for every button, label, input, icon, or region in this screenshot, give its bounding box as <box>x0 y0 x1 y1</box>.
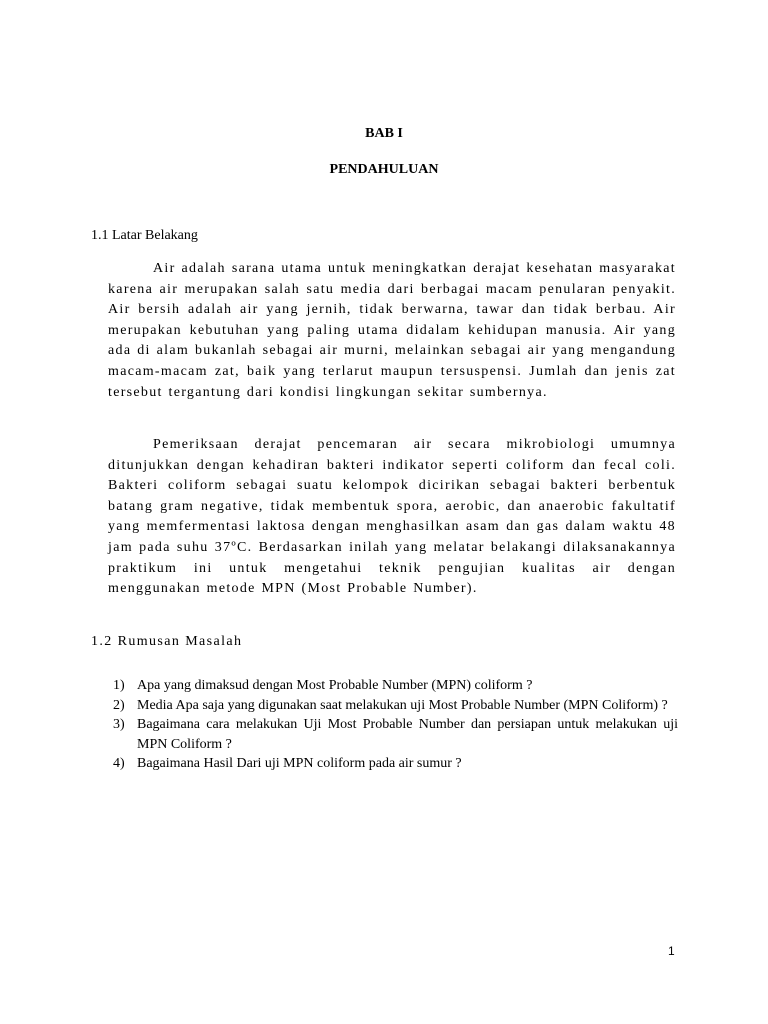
list-item-text: Bagaimana Hasil Dari uji MPN coliform pada air sumur ? <box>137 756 462 771</box>
chapter-label: BAB I <box>365 126 403 141</box>
list-item-number: 1) <box>113 678 125 693</box>
list-item-text: Bagaimana cara melakukan Uji Most Probable Number dan persiapan untuk melakukan uji MPN Coliform ? <box>137 717 678 752</box>
list-item <box>113 696 678 716</box>
section-heading-latar-belakang: 1.1 Latar Belakang <box>91 228 198 243</box>
chapter-title: PENDAHULUAN <box>329 162 439 177</box>
list-item-number: 3) <box>113 717 125 732</box>
list-item-text: Apa yang dimaksud dengan Most Probable Number (MPN) coliform ? <box>137 678 533 693</box>
list-item <box>113 754 678 774</box>
list-item <box>113 676 678 696</box>
paragraph-1: Air adalah sarana utama untuk meningkatkan derajat kesehatan masyarakat karena air merupakan salah satu media dari berbagai macam penularan penyakit. Air bersih adalah air yang jernih, tidak berwarna, tawar dan tidak berbau. Air merupakan kebutuhan yang paling utama didalam kehidupan manusia. Air yang ada di alam bukanlah sebagai air murni, melainkan sebagai air yang mengandung macam-macam zat, baik yang terlarut maupun tersuspensi. Jumlah dan jenis zat tersebut tergantung dari kondisi lingkungan sekitar sumbernya. <box>108 261 676 400</box>
page-number: 1 <box>668 944 675 958</box>
list-item-text: Media Apa saja yang digunakan saat melakukan uji Most Probable Number (MPN Coliform) ? <box>137 697 668 713</box>
list-item-number: 2) <box>113 697 125 713</box>
paragraph-2: Pemeriksaan derajat pencemaran air secara mikrobiologi umumnya ditunjukkan dengan kehadiran bakteri indikator seperti coliform dan fecal coli. Bakteri coliform sebagai suatu kelompok dicirikan sebagai bakteri berbentuk batang gram negative, tidak membentuk spora, aerobic, dan anaerobic fakultatif yang memfermentasi laktosa dengan menghasilkan asam dan gas dalam waktu 48 jam pada suhu 37ºC. Berdasarkan inilah yang melatar belakangi dilaksanakannya praktikum ini untuk mengetahui teknik pengujian kualitas air dengan menggunakan metode MPN (Most Probable Number). <box>108 437 676 597</box>
list-item <box>113 715 678 754</box>
problem-list <box>113 676 678 774</box>
list-item-number: 4) <box>113 756 125 771</box>
section-heading-rumusan-masalah: 1.2 Rumusan Masalah <box>91 634 243 649</box>
